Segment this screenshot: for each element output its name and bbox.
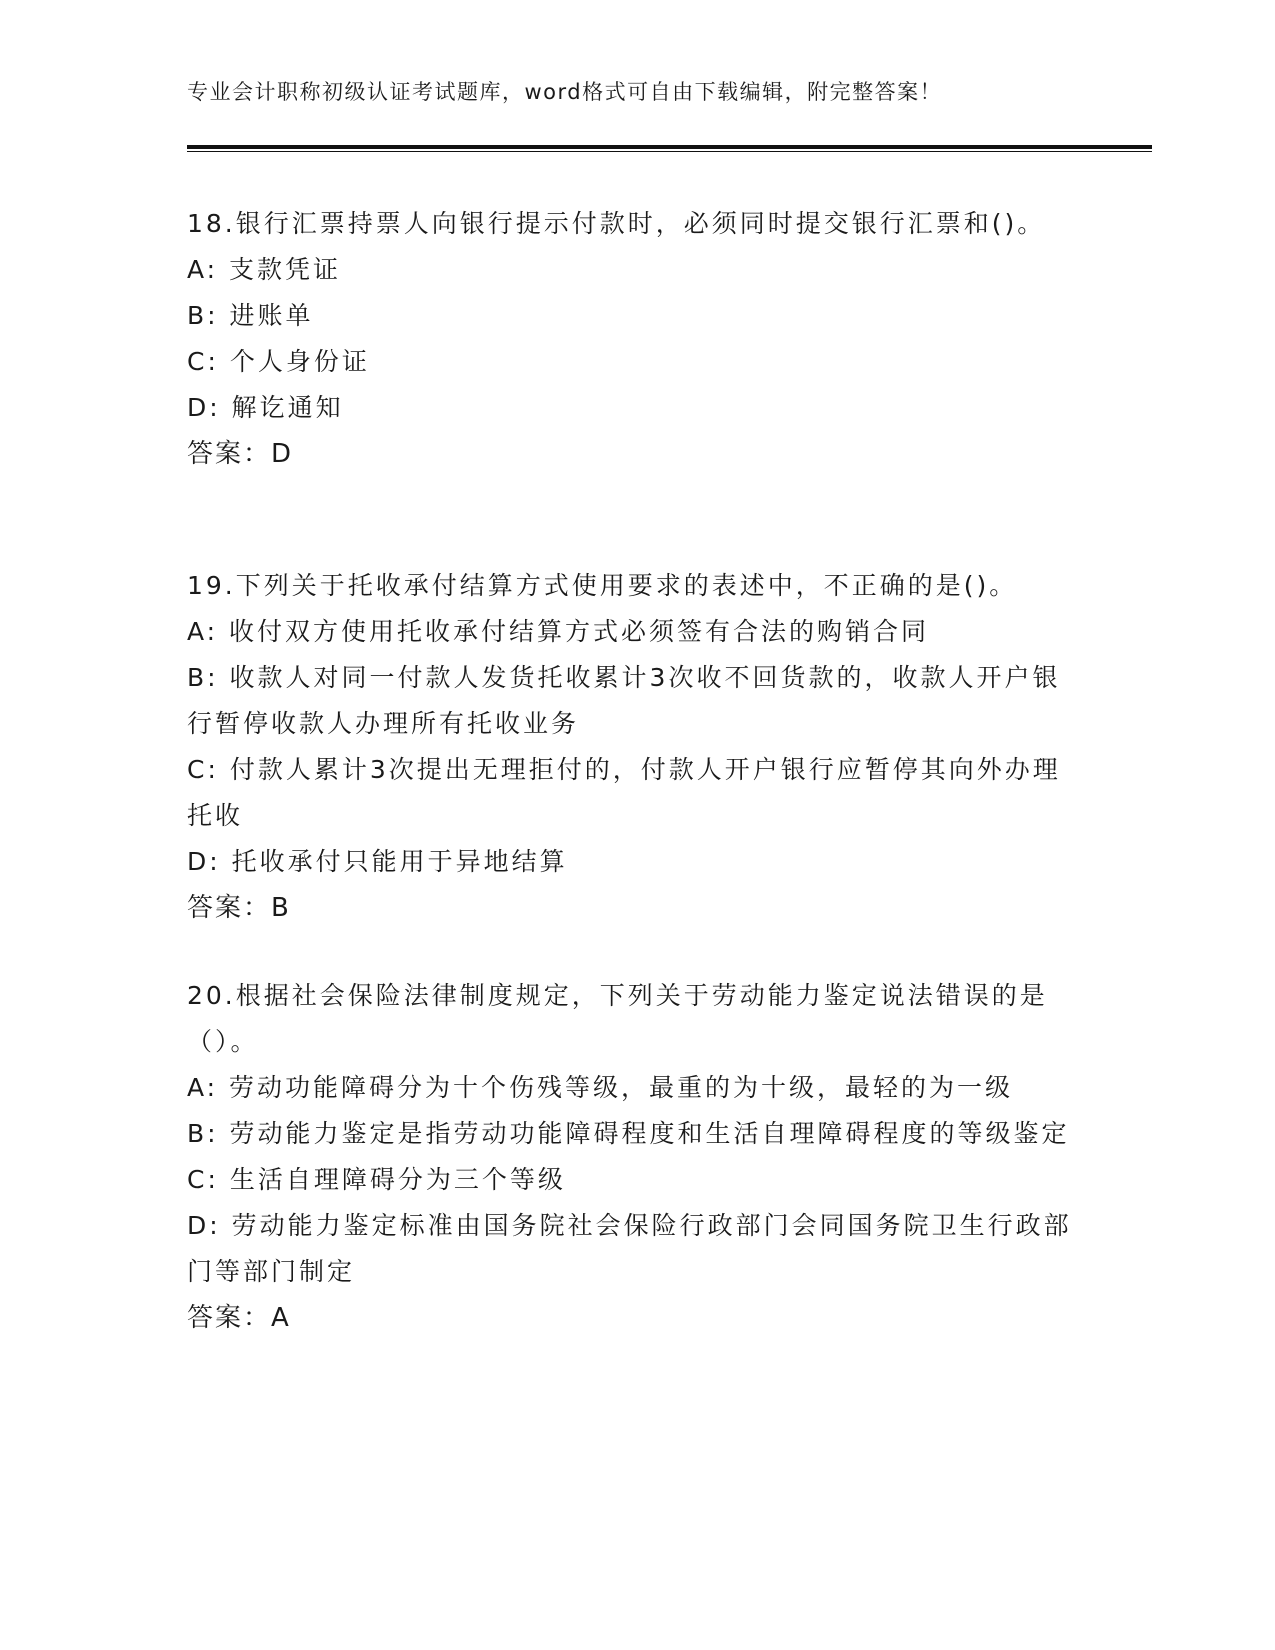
answer-label: 答案： xyxy=(187,439,272,469)
option-d xyxy=(187,839,1077,885)
question-number: 18. xyxy=(187,209,236,238)
option-letter: A: xyxy=(187,617,219,646)
answer-label: 答案： xyxy=(187,1303,272,1333)
question-text: 银行汇票持票人向银行提示付款时，必须同时提交银行汇票和()。 xyxy=(235,209,1046,238)
question-19 xyxy=(187,563,1077,931)
option-d xyxy=(187,1203,1077,1295)
option-letter: B: xyxy=(187,663,219,692)
header-divider-thin xyxy=(187,151,1152,152)
answer-line xyxy=(187,1295,1077,1341)
option-letter: A: xyxy=(187,255,219,284)
option-c xyxy=(187,339,1077,385)
question-text: 根据社会保险法律制度规定，下列关于劳动能力鉴定说法错误的是（）。 xyxy=(187,981,1048,1056)
answer-line xyxy=(187,885,1077,931)
option-letter: D: xyxy=(187,393,221,422)
answer-label: 答案： xyxy=(187,893,272,923)
option-text: 劳动功能障碍分为十个伤残等级，最重的为十级，最轻的为一级 xyxy=(229,1073,1014,1102)
option-letter: D: xyxy=(187,1211,221,1240)
question-stem xyxy=(187,201,1077,247)
option-letter: A: xyxy=(187,1073,219,1102)
option-c xyxy=(187,747,1077,839)
option-a xyxy=(187,1065,1077,1111)
option-letter: D: xyxy=(187,847,221,876)
option-letter: C: xyxy=(187,755,219,784)
option-letter: C: xyxy=(187,1165,219,1194)
question-number: 20. xyxy=(187,981,236,1010)
option-text: 个人身份证 xyxy=(229,347,370,376)
option-text: 劳动能力鉴定标准由国务院社会保险行政部门会同国务院卫生行政部门等部门制定 xyxy=(187,1211,1072,1286)
option-text: 收款人对同一付款人发货托收累计3次收不回货款的，收款人开户银行暂停收款人办理所有托收业务 xyxy=(187,663,1061,738)
option-text: 托收承付只能用于异地结算 xyxy=(231,847,568,876)
question-stem xyxy=(187,563,1077,609)
option-b xyxy=(187,655,1077,747)
option-c xyxy=(187,1157,1077,1203)
option-letter: C: xyxy=(187,347,219,376)
header-divider-thick xyxy=(187,145,1152,149)
answer-value: B xyxy=(271,893,289,923)
question-number: 19. xyxy=(187,571,236,600)
question-text: 下列关于托收承付结算方式使用要求的表述中，不正确的是()。 xyxy=(235,571,1018,600)
question-stem xyxy=(187,973,1077,1065)
option-letter: B: xyxy=(187,301,219,330)
question-18 xyxy=(187,201,1077,477)
option-text: 收付双方使用托收承付结算方式必须签有合法的购销合同 xyxy=(229,617,930,646)
answer-line xyxy=(187,431,1077,477)
option-text: 解讫通知 xyxy=(231,393,344,422)
option-a xyxy=(187,247,1077,293)
option-d xyxy=(187,385,1077,431)
answer-value: D xyxy=(271,439,292,469)
option-text: 付款人累计3次提出无理拒付的，付款人开户银行应暂停其向外办理托收 xyxy=(187,755,1061,830)
answer-value: A xyxy=(271,1303,289,1333)
option-letter: B: xyxy=(187,1119,219,1148)
option-text: 进账单 xyxy=(229,301,314,330)
option-b xyxy=(187,1111,1077,1157)
option-a xyxy=(187,609,1077,655)
option-b xyxy=(187,293,1077,339)
question-20 xyxy=(187,973,1077,1341)
option-text: 支款凭证 xyxy=(229,255,342,284)
option-text: 劳动能力鉴定是指劳动功能障碍程度和生活自理障碍程度的等级鉴定 xyxy=(229,1119,1070,1148)
option-text: 生活自理障碍分为三个等级 xyxy=(229,1165,566,1194)
page-header: 专业会计职称初级认证考试题库，word格式可自由下载编辑，附完整答案！ xyxy=(187,80,943,104)
